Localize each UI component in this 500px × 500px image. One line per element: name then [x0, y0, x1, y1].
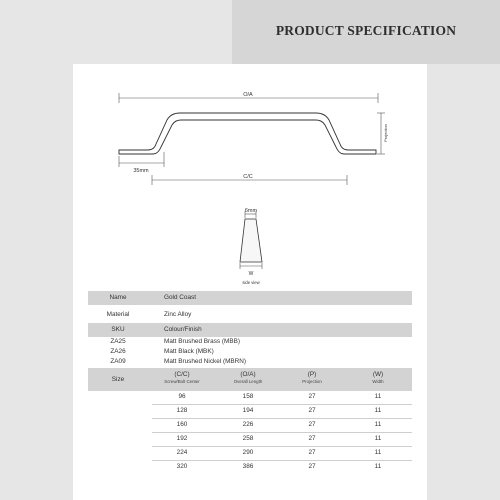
projection-label: Projection	[383, 124, 388, 142]
size-label: Size	[111, 376, 125, 383]
name-value: Gold Coast	[164, 294, 196, 301]
overall-length-label: O/A	[243, 92, 253, 98]
sku-finish: Matt Brushed Brass (MBB)	[164, 338, 240, 345]
projection-value: 27	[308, 407, 316, 414]
width-value: 11	[374, 407, 382, 414]
material-row	[88, 305, 412, 323]
finish-header: Colour/Finish	[164, 326, 202, 333]
sku-code: ZA25	[110, 338, 126, 345]
projection-value: 27	[308, 393, 316, 400]
size-rows	[88, 391, 412, 474]
oa-value: 258	[242, 435, 254, 442]
sku-label: SKU	[111, 326, 125, 333]
width-value: 11	[374, 435, 382, 442]
sku-row	[88, 337, 412, 347]
handle-profile	[119, 113, 376, 154]
size-row	[88, 419, 412, 432]
size-row	[88, 405, 412, 418]
width-value: 11	[374, 421, 382, 428]
width-value: 11	[374, 463, 382, 470]
cc-value: 320	[176, 463, 188, 470]
size-row	[88, 447, 412, 460]
sku-finish: Matt Black (MBK)	[164, 348, 214, 355]
projection-value: 27	[308, 463, 316, 470]
width-value: 11	[374, 393, 382, 400]
size-row	[88, 391, 412, 404]
page-title: PRODUCT SPECIFICATION	[275, 23, 457, 38]
oa-value: 158	[242, 393, 254, 400]
oa-value: 226	[242, 421, 254, 428]
cc-value: 128	[176, 407, 188, 414]
side-view-caption: side view	[242, 280, 260, 285]
sku-header-row	[88, 323, 412, 337]
cc-column-header: (C/C) Screw/Bolt Center	[164, 371, 200, 384]
projection-value: 27	[308, 435, 316, 442]
oa-value: 386	[242, 463, 254, 470]
sku-row	[88, 357, 412, 368]
cc-value: 192	[176, 435, 188, 442]
width-column-header: (W) Width	[372, 371, 384, 384]
name-label: Name	[109, 294, 127, 301]
spec-table	[88, 291, 412, 474]
oa-column-header: (O/A) Overall Length	[233, 371, 263, 384]
leg-length-label: 35mm	[133, 168, 149, 174]
cc-value: 160	[176, 421, 188, 428]
width-value: 11	[374, 449, 382, 456]
size-row	[88, 433, 412, 446]
name-row	[88, 291, 412, 305]
sku-code: ZA26	[110, 348, 126, 355]
oa-value: 194	[242, 407, 254, 414]
sku-finish: Matt Brushed Nickel (MBRN)	[164, 358, 247, 365]
centers-label: C/C	[243, 174, 253, 180]
projection-value: 27	[308, 421, 316, 428]
projection-column-header: (P) Projection	[302, 371, 322, 384]
size-header-row	[88, 368, 412, 391]
sku-row	[88, 347, 412, 357]
side-view-profile	[240, 219, 262, 262]
bottom-width-label: W	[248, 271, 254, 277]
cc-value: 224	[176, 449, 188, 456]
material-value: Zinc Alloy	[164, 311, 192, 318]
cc-value: 96	[178, 393, 186, 400]
material-label: Material	[106, 311, 130, 318]
top-width-label: 6mm	[244, 208, 258, 214]
oa-value: 290	[242, 449, 254, 456]
projection-value: 27	[308, 449, 316, 456]
size-row	[88, 461, 412, 474]
sku-code: ZA09	[110, 358, 126, 365]
